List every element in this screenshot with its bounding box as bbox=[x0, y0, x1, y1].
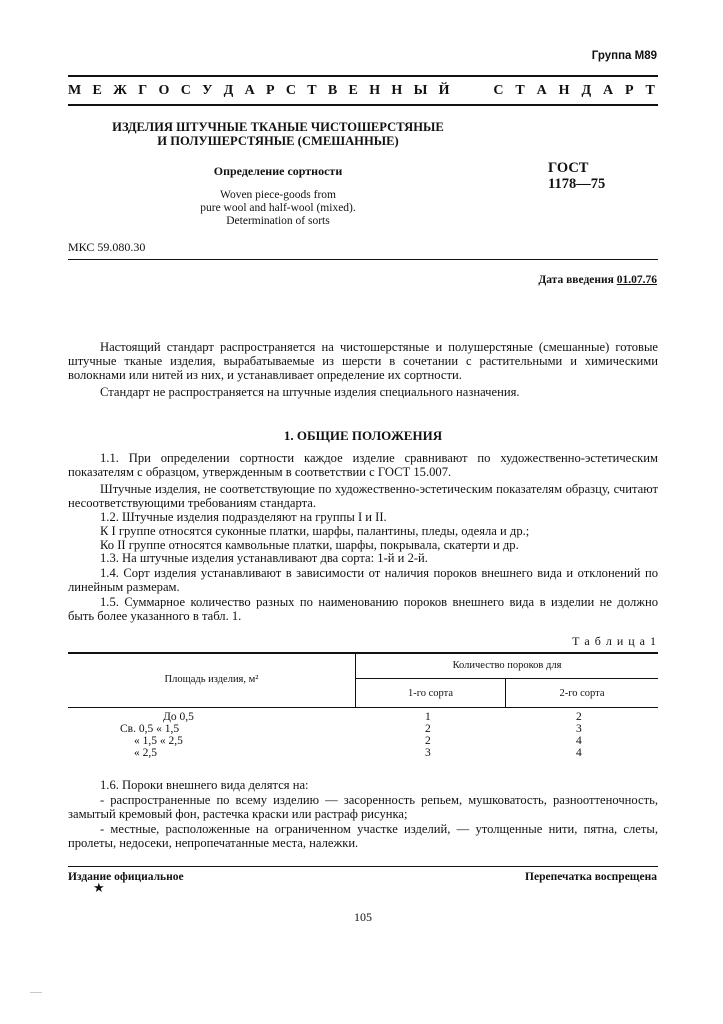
table-top-rule bbox=[68, 652, 658, 654]
item-1-1-note: Штучные изделия, не соответствующие по художественно-эстетическим показателям образцу, считают несоответствующими требованиям стандарта. bbox=[68, 482, 658, 510]
row-area: До 0,5 bbox=[163, 711, 194, 723]
table-col-sort-2: 2-го сорта bbox=[559, 688, 605, 699]
table-header-divider-h bbox=[355, 678, 658, 679]
footer-reprint-prohibited: Перепечатка воспрещена bbox=[525, 871, 657, 883]
introduction-date bbox=[538, 274, 657, 286]
title-line-2: И ПОЛУШЕРСТЯНЫЕ (СМЕШАННЫЕ) bbox=[157, 134, 399, 148]
footer-official-edition: Издание официальное bbox=[68, 871, 184, 883]
gost-number: 1178—75 bbox=[548, 176, 606, 192]
row-area: « 1,5 « 2,5 bbox=[134, 735, 183, 747]
table-row bbox=[68, 735, 658, 747]
row-sort-2: 3 bbox=[576, 723, 582, 735]
table-row bbox=[68, 711, 658, 723]
page-number: 105 bbox=[354, 910, 372, 924]
item-1-6: 1.6. Пороки внешнего вида делятся на: bbox=[100, 778, 309, 792]
row-area: Св. 0,5 « 1,5 bbox=[120, 723, 180, 735]
footer-rule bbox=[68, 866, 658, 867]
row-sort-2: 2 bbox=[576, 711, 582, 723]
title-en-2: pure wool and half-wool (mixed). bbox=[200, 202, 356, 214]
banner-interstate: М Е Ж Г О С У Д А Р С Т В Е Н Н Ы Й bbox=[68, 83, 454, 98]
group-code: Группа М89 bbox=[591, 50, 657, 62]
title-en-1: Woven piece-goods from bbox=[220, 189, 336, 201]
row-sort-1: 3 bbox=[425, 747, 431, 759]
table-row bbox=[68, 747, 658, 759]
intro-paragraph-2: Стандарт не распространяется на штучные изделия специального назначения. bbox=[100, 385, 520, 399]
row-area: « 2,5 bbox=[134, 747, 157, 759]
corner-mark: —— bbox=[30, 990, 42, 996]
item-1-1: 1.1. При определении сортности каждое изделие сравнивают по художественно-эстетическим показателям с образцом, утвержденным в соответствии с ГОСТ 15.007. bbox=[68, 451, 658, 479]
banner-standard: С Т А Н Д А Р Т bbox=[493, 83, 659, 98]
item-1-6-common: - распространенные по всему изделию — засоренность репьем, мушковатость, разнооттеночность, замытый кремовый фон, растечка краски или растраф рисунка; bbox=[68, 793, 658, 821]
banner-rule bbox=[68, 104, 658, 106]
date-value: 01.07.76 bbox=[616, 274, 657, 286]
section-heading: 1. ОБЩИЕ ПОЛОЖЕНИЯ bbox=[283, 428, 443, 443]
table-row bbox=[68, 723, 658, 735]
intro-paragraph-1: Настоящий стандарт распространяется на чистошерстяные и полушерстяные (смешанные) готовые штучные тканые изделия, вырабатываемые из шерсти в сочетании с растительными и химическими волокнами или нитей из них, и устанавливает определение их сортности. bbox=[68, 340, 658, 382]
table-caption: Т а б л и ц а 1 bbox=[572, 634, 657, 648]
item-1-2: 1.2. Штучные изделия подразделяют на группы I и II. bbox=[100, 510, 387, 524]
table-col-group: Количество пороков для bbox=[452, 660, 562, 671]
title-en-3: Determination of sorts bbox=[226, 215, 330, 227]
star-icon: ★ bbox=[93, 881, 105, 896]
table-col-sort-1: 1-го сорта bbox=[407, 688, 454, 699]
row-sort-2: 4 bbox=[576, 747, 582, 759]
item-1-6-local: - местные, расположенные на ограниченном участке изделий, — утолщенные нити, пятна, слеты, пролеты, недосеки, непропечатанные места, належки. bbox=[68, 822, 658, 850]
item-1-3: 1.3. На штучные изделия устанавливают два сорта: 1-й и 2-й. bbox=[100, 551, 428, 565]
row-sort-1: 2 bbox=[425, 735, 431, 747]
row-sort-1: 2 bbox=[425, 723, 431, 735]
row-sort-2: 4 bbox=[576, 735, 582, 747]
item-group-1: К I группе относятся суконные платки, шарфы, палантины, пледы, одеяла и др.; bbox=[100, 524, 530, 538]
item-1-4: 1.4. Сорт изделия устанавливают в зависимости от наличия пороков внешнего вида и отклонений по линейным размерам. bbox=[68, 566, 658, 594]
date-label: Дата введения bbox=[538, 274, 614, 286]
row-sort-1: 1 bbox=[425, 711, 431, 723]
mks-rule bbox=[68, 259, 658, 260]
title-subtitle: Определение сортности bbox=[213, 164, 343, 178]
table-header-bottom-rule bbox=[68, 707, 658, 708]
item-group-2: Ко II группе относятся камвольные платки, шарфы, покрывала, скатерти и др. bbox=[100, 538, 519, 552]
item-1-5: 1.5. Суммарное количество разных по наименованию пороков внешнего вида в изделии не должно быть более указанного в табл. 1. bbox=[68, 595, 658, 623]
table-col-area: Площадь изделия, м² bbox=[164, 674, 259, 685]
gost-label: ГОСТ bbox=[548, 160, 589, 176]
mks-code: МКС 59.080.30 bbox=[68, 240, 146, 254]
title-line-1: ИЗДЕЛИЯ ШТУЧНЫЕ ТКАНЫЕ ЧИСТОШЕРСТЯНЫЕ bbox=[112, 120, 444, 134]
top-rule bbox=[68, 75, 658, 77]
